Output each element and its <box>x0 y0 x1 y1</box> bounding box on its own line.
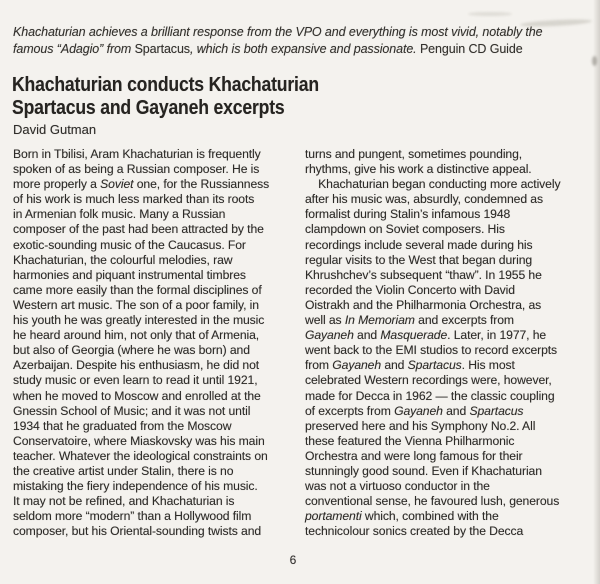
scan-smudge <box>468 12 512 16</box>
text-line: recorded the Violin Concerto with David <box>305 282 515 297</box>
text-line: Khachaturian achieves a brilliant response from the VPO and everything is most vivid, notably the <box>13 25 543 39</box>
text-line: It may not be refined, and Khachaturian is <box>13 494 235 509</box>
text-line: Conservatoire, where Miaskovsky was his main <box>13 433 265 448</box>
text-line: portamenti which, combined with the <box>305 509 499 524</box>
text-line: exotic-sounding music of the Caucasus. For <box>13 237 246 252</box>
text-line: Khachaturian conducts Khachaturian <box>12 74 319 96</box>
text-line: composer of the past had been attracted by the <box>13 222 264 237</box>
text-line: was not a virtuoso conductor in the <box>305 479 490 494</box>
text-line: turns and pungent, sometimes pounding, <box>305 147 523 161</box>
review-quote <box>13 24 542 57</box>
text-line: mistaking the fiery independence of his music. <box>13 479 258 494</box>
text-line: Gayaneh and Masquerade. Later, in 1977, he <box>305 328 547 343</box>
text-line: from Gayaneh and Spartacus. His most <box>305 358 515 373</box>
author-byline: David Gutman <box>13 122 97 137</box>
text-line: in Armenian folk music. Many a Russian <box>13 207 226 222</box>
text-line: rhythms, give his work a distinctive appeal. <box>305 162 532 177</box>
text-line: but also of Georgia (where he was born) and <box>13 343 250 358</box>
text-line: came more easily than the formal disciplines of <box>13 282 262 297</box>
text-line: his youth he was greatly interested in the music <box>13 313 265 328</box>
text-line: of excerpts from Gayaneh and Spartacus <box>305 403 524 418</box>
text-line: preserved here and his Symphony No.2. All <box>305 418 536 433</box>
text-line: seldom more “modern” than a Hollywood film <box>13 509 252 524</box>
text-line: teacher. Whatever the ideological constraints on <box>13 448 268 463</box>
scan-edge-shadow <box>593 0 600 584</box>
text-line: Spartacus and Gayaneh excerpts <box>12 97 285 120</box>
page-title <box>12 74 319 121</box>
text-line: harmonies and piquant instrumental timbres <box>13 267 246 282</box>
text-line: Azerbaijan. Despite his enthusiasm, he did not <box>13 358 260 373</box>
text-line: spoken of as being a Russian composer. He is <box>13 162 260 177</box>
text-line: when he moved to Moscow and enrolled at the <box>13 388 261 403</box>
text-line: of his work is much less marked than its roots <box>13 192 255 207</box>
text-line: celebrated Western recordings were, however, <box>305 373 552 388</box>
text-line: Born in Tbilisi, Aram Khachaturian is frequently <box>13 147 261 161</box>
text-line: he heard around him, not only that of Armenia, <box>13 328 260 343</box>
text-line: went back to the EMI studios to record excerpts <box>305 343 558 358</box>
text-line: formalist during Stalin’s infamous 1948 <box>305 207 511 222</box>
text-line: technicolour sonics created by the Decca <box>305 524 524 539</box>
text-line: Oistrakh and the Philharmonia Orchestra, as <box>305 297 542 312</box>
text-line: Orchestra and were long famous for their <box>305 448 523 463</box>
text-line: Khachaturian, the colourful melodies, raw <box>13 252 233 267</box>
text-line: Khrushchev’s subsequent “thaw”. In 1955 he <box>305 267 542 282</box>
body-column-right <box>305 147 560 539</box>
text-line: after his music was, absurdly, condemned as <box>305 192 543 207</box>
page-number: 6 <box>289 553 297 567</box>
text-line: well as In Memoriam and excerpts from <box>305 313 514 328</box>
text-line: stunningly good sound. Even if Khachaturian <box>305 463 542 478</box>
text-line: the creative artist under Stalin, there is no <box>13 463 234 478</box>
text-line: conventional sense, he favoured lush, generous <box>305 494 560 509</box>
text-line: more properly a Soviet one, for the Russianness <box>13 177 270 192</box>
text-line: Khachaturian began conducting more actively <box>305 177 561 192</box>
text-line: 1934 that he graduated from the Moscow <box>13 418 232 433</box>
text-line: these featured the Vienna Philharmonic <box>305 433 515 448</box>
text-line: made for Decca in 1962 — the classic coupling <box>305 388 555 403</box>
body-column-left <box>13 147 269 539</box>
text-line: Western art music. The son of a poor family, in <box>13 297 259 312</box>
text-line: clampdown on Soviet composers. His <box>305 222 505 237</box>
text-line: Gnessin School of Music; and it was not until <box>13 403 251 418</box>
text-line: composer, but his Oriental-sounding twists and <box>13 524 262 539</box>
text-line: famous “Adagio” from Spartacus, which is both expansive and passionate. Penguin CD Guide <box>13 41 523 56</box>
text-line: study music or even learn to read it until 1921, <box>13 373 258 388</box>
text-line: recordings include several made during his <box>305 237 533 252</box>
text-line: regular visits to the West that began during <box>305 252 533 267</box>
